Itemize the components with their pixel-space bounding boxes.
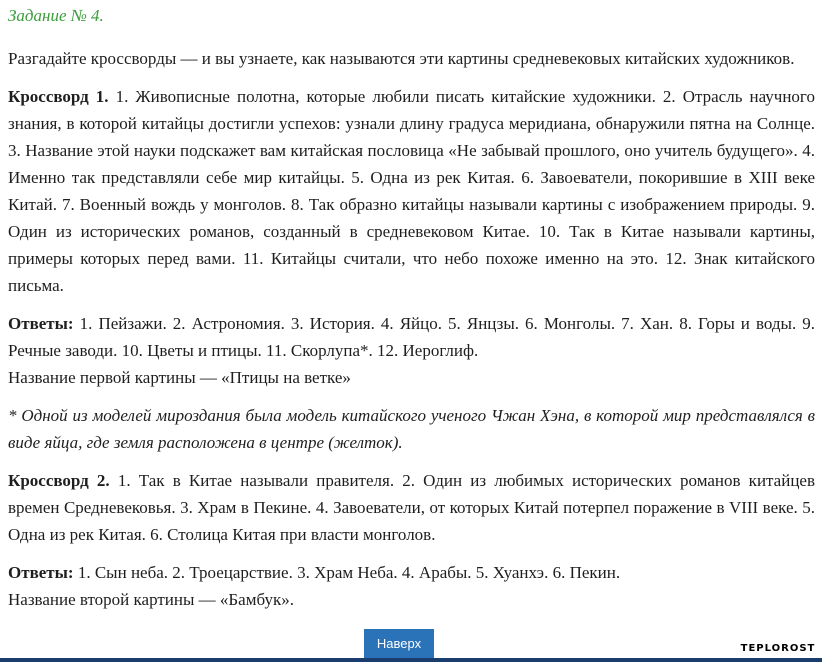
article-content (8, 0, 815, 624)
answers-2-text: 1. Сын неба. 2. Троецарствие. 3. Храм Неба. 4. Арабы. 5. Хуанхэ. 6. Пекин. (73, 563, 621, 582)
task-intro: Разгадайте кроссворды — и вы узнаете, как называются эти картины средневековых китайских художников. (8, 49, 795, 68)
scroll-to-top-button[interactable]: Наверх (364, 629, 434, 658)
crossword-1 (8, 83, 815, 299)
crossword-1-text: 1. Живописные полотна, которые любили писать китайские художники. 2. Отрасль научного знания, в которой китайцы достигли успехов: узнали длину градуса меридиана, обнаружили пятна на Солнце. 3. Название этой науки подскажет вам китайская пословица «Не забывай прошлого, оно учитель будущего». 4. Именно так представляли себе мир китайцы. 5. Одна из рек Китая. 6. Завоеватели, покорившие в XIII веке Китай. 7. Военный вождь у монголов. 8. Так образно китайцы называли картины с изображением природы. 9. Один из исторических романов, созданный в средневековом Китае. 10. Так в Китае называли картины, примеры которых перед вами. 11. Китайцы считали, что небо похоже именно на это. 12. Знак китайского письма. (8, 87, 815, 295)
answers-1-text: 1. Пейзажи. 2. Астрономия. 3. История. 4. Яйцо. 5. Янцзы. 6. Монголы. 7. Хан. 8. Горы и воды. 9. Речные заводи. 10. Цветы и птицы. 11. Скорлупа*. 12. Иероглиф. (8, 314, 815, 360)
answers-2-label: Ответы: (8, 563, 74, 582)
answers-1 (8, 310, 815, 391)
crossword-2 (8, 467, 815, 548)
crossword-1-label: Кроссворд 1. (8, 87, 109, 106)
crossword-2-text: 1. Так в Китае называли правителя. 2. Один из любимых исторических романов китайцев времен Средневековья. 3. Храм в Пекине. 4. Завоеватели, от которых Китай потерпел поражение в VIII веке. 5. Одна из рек Китая. 6. Столица Китая при власти монголов. (8, 471, 815, 544)
site-watermark: TEPLOROST (736, 640, 820, 658)
task-title: Задание № 4. (8, 6, 104, 25)
crossword-2-label: Кроссворд 2. (8, 471, 110, 490)
picture-1-name: Название первой картины — «Птицы на ветке» (8, 368, 351, 387)
answers-2 (8, 559, 815, 613)
picture-2-name: Название второй картины — «Бамбук». (8, 590, 294, 609)
bottom-bar (0, 658, 822, 662)
answers-1-label: Ответы: (8, 314, 74, 333)
footnote: * Одной из моделей мироздания была модель китайского ученого Чжан Хэна, в которой мир представлялся в виде яйца, где земля расположена в центре (желток). (8, 406, 815, 452)
